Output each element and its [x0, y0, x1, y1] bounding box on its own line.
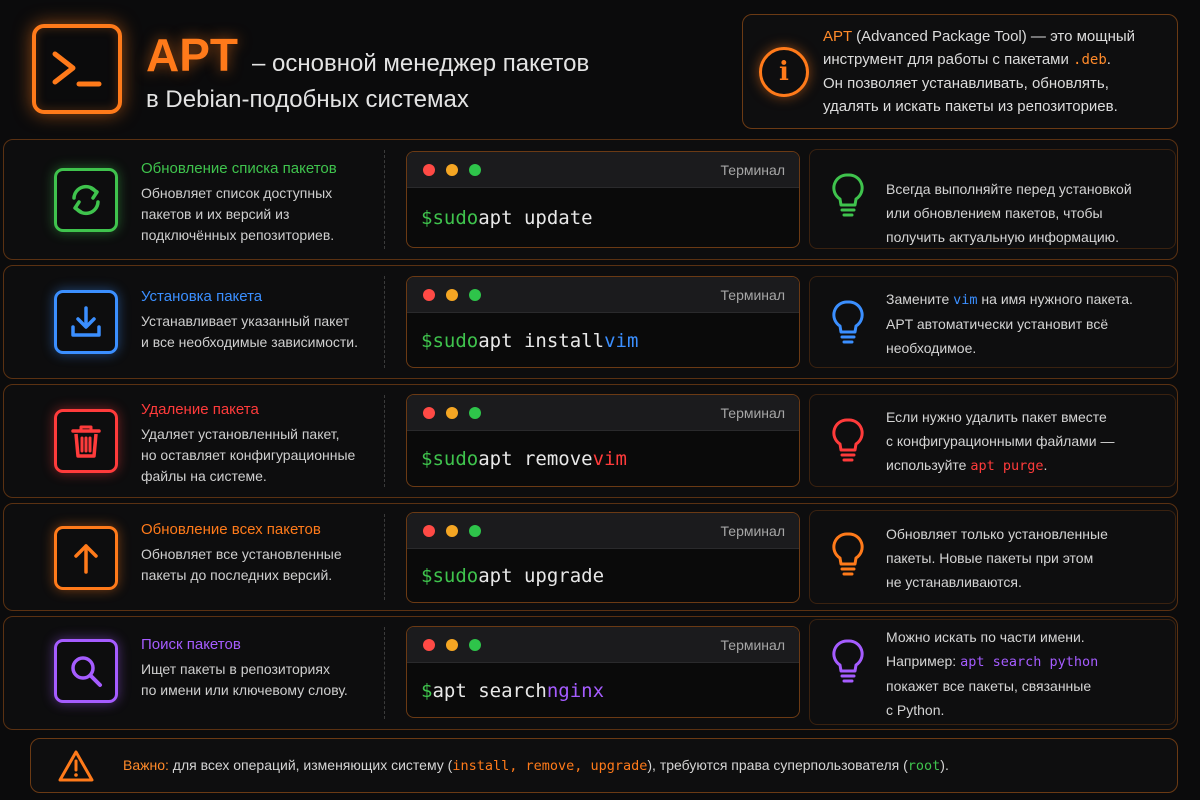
close-dot-icon: [423, 639, 435, 651]
tip-box: [809, 619, 1176, 725]
prompt: $: [421, 329, 433, 352]
maximize-dot-icon: [469, 164, 481, 176]
terminal-titlebar: [407, 152, 799, 188]
info-icon: i: [759, 47, 809, 97]
tip-text: [886, 287, 1165, 360]
tip-code: vim: [953, 292, 978, 308]
row-install: [3, 265, 1178, 379]
info-deb-code: .deb: [1073, 52, 1107, 68]
row-desc-line: Обновляет список доступных: [141, 185, 333, 201]
refresh-icon-box: [54, 168, 118, 232]
title-apt: APT: [146, 29, 238, 81]
row-divider: [384, 276, 385, 368]
cmd-main: apt remove: [478, 448, 593, 470]
refresh-icon: [66, 180, 106, 220]
tip-line: необходимое.: [886, 340, 977, 356]
trash-icon-box: [54, 409, 118, 473]
info-line2-end: .: [1106, 51, 1111, 68]
close-dot-icon: [423, 289, 435, 301]
footer-label: Важно:: [123, 757, 169, 773]
prompt: $: [421, 565, 433, 587]
tip-box: [809, 510, 1176, 604]
terminal-label: Терминал: [720, 637, 785, 653]
terminal-command: [407, 663, 799, 718]
tip-line: Замените: [886, 291, 954, 307]
terminal-titlebar: [407, 513, 799, 549]
maximize-dot-icon: [469, 525, 481, 537]
footer-text-c: ).: [940, 757, 949, 773]
cmd-sudo: sudo: [432, 565, 479, 587]
tip-line-end: .: [1043, 457, 1048, 473]
tip-code: apt purge: [970, 458, 1044, 474]
terminal-label: Терминал: [720, 162, 785, 178]
tip-text: [886, 522, 1165, 594]
minimize-dot-icon: [446, 639, 458, 651]
footer-text-a: для всех операций, изменяющих систему (: [168, 757, 453, 773]
tip-text: [886, 177, 1165, 249]
row-description: [141, 636, 381, 701]
row-upgrade: [3, 503, 1178, 611]
row-divider: [384, 627, 385, 719]
download-icon: [66, 302, 106, 342]
title-subtitle: – основной менеджер пакетов: [252, 50, 590, 77]
download-icon-box: [54, 290, 118, 354]
row-title: Обновление списка пакетов: [141, 160, 337, 177]
row-description: [141, 288, 381, 353]
tip-box: [809, 276, 1176, 368]
prompt: $: [421, 207, 433, 229]
tip-line: получить актуальную информацию.: [886, 229, 1120, 245]
minimize-dot-icon: [446, 407, 458, 419]
tip-line: с Python.: [886, 702, 945, 718]
row-search: [3, 616, 1178, 730]
row-desc-line: пакетов и их версий из: [141, 206, 290, 222]
row-title: Поиск пакетов: [141, 636, 241, 653]
maximize-dot-icon: [469, 289, 481, 301]
info-line1: (Advanced Package Tool) — это мощный: [851, 28, 1136, 45]
cmd-main: apt search: [432, 679, 547, 702]
tip-line: покажет все пакеты, связанные: [886, 678, 1092, 694]
row-description: [141, 521, 381, 586]
tip-line: не устанавливаются.: [886, 574, 1022, 590]
row-desc-line: Обновляет все установленные: [141, 546, 342, 562]
close-dot-icon: [423, 407, 435, 419]
lightbulb-icon: [830, 299, 866, 345]
terminal-command: [407, 188, 799, 248]
cmd-main: apt update: [478, 207, 593, 229]
terminal-window: [406, 276, 800, 368]
terminal-window: [406, 626, 800, 718]
trash-icon: [66, 421, 106, 461]
row-title: Обновление всех пакетов: [141, 521, 321, 538]
footer-code-root: root: [907, 758, 941, 774]
tip-line: APT автоматически установит всё: [886, 316, 1109, 332]
info-box: [742, 14, 1178, 129]
cmd-main: apt upgrade: [478, 565, 605, 587]
footer-code-ops: install, remove, upgrade: [452, 758, 648, 774]
prompt: $: [421, 679, 433, 702]
cmd-arg: vim: [604, 329, 639, 352]
cmd-sudo: sudo: [432, 329, 479, 352]
lightbulb-icon: [830, 531, 866, 577]
footer-text: [123, 757, 949, 774]
terminal-prompt-icon: [45, 42, 109, 96]
row-desc-line: Ищет пакеты в репозиториях: [141, 661, 330, 677]
close-dot-icon: [423, 164, 435, 176]
row-desc-line: подключённых репозиториев.: [141, 227, 335, 243]
warning-footer: [30, 738, 1178, 793]
terminal-label: Терминал: [720, 523, 785, 539]
minimize-dot-icon: [446, 525, 458, 537]
tip-line: Всегда выполняйте перед установкой: [886, 181, 1132, 197]
terminal-command: [407, 431, 799, 487]
tip-code: apt search python: [960, 654, 1099, 670]
row-title: Установка пакета: [141, 288, 263, 305]
tip-line: Можно искать по части имени.: [886, 629, 1085, 645]
cmd-arg: vim: [592, 448, 627, 470]
footer-text-b: ), требуются права суперпользователя (: [647, 757, 908, 773]
cmd-arg: nginx: [546, 679, 605, 702]
search-icon: [66, 651, 106, 691]
arrow-up-icon: [66, 538, 106, 578]
row-desc-line: пакеты до последних версий.: [141, 567, 333, 583]
terminal-window: [406, 394, 800, 487]
terminal-titlebar: [407, 277, 799, 313]
info-line4: удалять и искать пакеты из репозиториев.: [823, 98, 1118, 115]
tip-line: или обновлением пакетов, чтобы: [886, 205, 1103, 221]
prompt: $: [421, 448, 433, 470]
info-line3: Он позволяет устанавливать, обновлять,: [823, 75, 1109, 92]
row-desc-line: Удаляет установленный пакет,: [141, 426, 340, 442]
maximize-dot-icon: [469, 407, 481, 419]
close-dot-icon: [423, 525, 435, 537]
cmd-sudo: sudo: [432, 207, 479, 229]
logo: [32, 24, 122, 114]
terminal-label: Терминал: [720, 287, 785, 303]
tip-line: с конфигурационными файлами —: [886, 433, 1115, 449]
row-desc-line: но оставляет конфигурационные: [141, 447, 356, 463]
warning-icon: [57, 749, 95, 783]
search-icon-box: [54, 639, 118, 703]
row-desc-line: Устанавливает указанный пакет: [141, 313, 350, 329]
tip-line: Например:: [886, 653, 961, 669]
tip-line: пакеты. Новые пакеты при этом: [886, 550, 1094, 566]
title-line2: в Debian-подобных системах: [146, 86, 469, 113]
terminal-window: [406, 512, 800, 603]
tip-text: [886, 625, 1165, 722]
row-divider: [384, 514, 385, 600]
row-remove: [3, 384, 1178, 498]
row-update: [3, 139, 1178, 260]
minimize-dot-icon: [446, 164, 458, 176]
info-line2: инструмент для работы с пакетами: [823, 51, 1074, 68]
tip-line: Если нужно удалить пакет вместе: [886, 409, 1107, 425]
tip-line-end: на имя нужного пакета.: [977, 291, 1133, 307]
terminal-command: [407, 313, 799, 368]
lightbulb-icon: [830, 638, 866, 684]
row-desc-line: по имени или ключевому слову.: [141, 682, 348, 698]
row-desc-line: файлы на системе.: [141, 468, 267, 484]
minimize-dot-icon: [446, 289, 458, 301]
info-text: [823, 25, 1135, 118]
row-desc-line: и все необходимые зависимости.: [141, 334, 359, 350]
row-title: Удаление пакета: [141, 401, 259, 418]
arrow-up-icon-box: [54, 526, 118, 590]
info-apt: APT: [823, 28, 852, 45]
tip-line: используйте: [886, 457, 971, 473]
tip-box: [809, 149, 1176, 249]
tip-text: [886, 405, 1165, 478]
row-description: [141, 160, 381, 246]
terminal-titlebar: [407, 395, 799, 431]
terminal-titlebar: [407, 627, 799, 663]
lightbulb-icon: [830, 417, 866, 463]
cmd-main: apt install: [478, 329, 605, 352]
terminal-label: Терминал: [720, 405, 785, 421]
row-divider: [384, 395, 385, 487]
page-title: [146, 28, 706, 114]
lightbulb-icon: [830, 172, 866, 218]
tip-line: Обновляет только установленные: [886, 526, 1108, 542]
terminal-command: [407, 549, 799, 603]
row-description: [141, 401, 381, 487]
cmd-sudo: sudo: [432, 448, 479, 470]
terminal-window: [406, 151, 800, 248]
tip-box: [809, 394, 1176, 487]
row-divider: [384, 150, 385, 249]
maximize-dot-icon: [469, 639, 481, 651]
